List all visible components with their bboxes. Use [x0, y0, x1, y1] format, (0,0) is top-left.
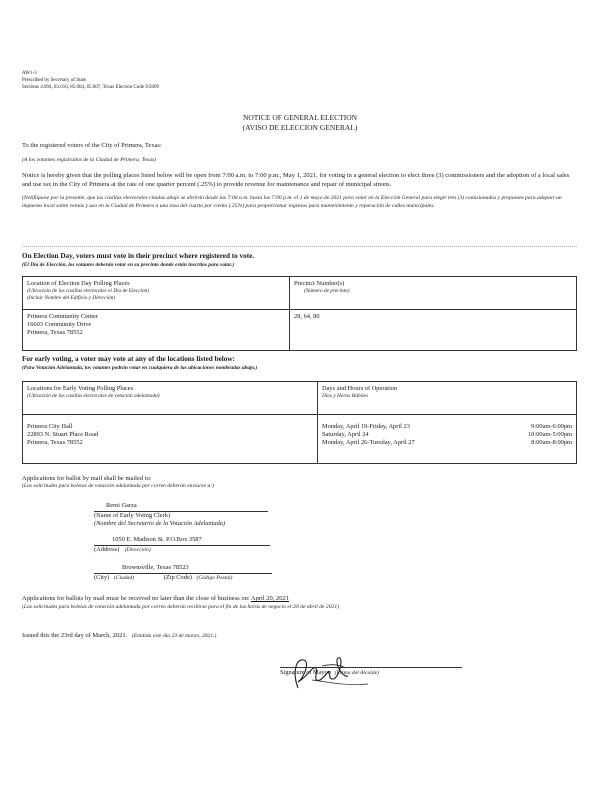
signature-line	[280, 667, 462, 668]
early-location	[23, 415, 318, 464]
precinct-header-en: Precinct Number(s)	[294, 280, 345, 287]
city-label-en: (City)	[94, 574, 110, 581]
schedule-days: Monday, April 19-Friday, April 23	[322, 423, 410, 430]
city-zip-labels	[94, 574, 272, 582]
deadline-date: April 20, 2021	[250, 595, 290, 602]
clerk-field	[94, 502, 268, 528]
title-spanish: (AVISO DE ELECCION GENERAL)	[242, 123, 358, 132]
schedule-hours: 8:00am-8:00pm	[531, 439, 572, 446]
schedule-list	[322, 423, 572, 447]
schedule-days: Monday, April 26-Tuesday, April 27	[322, 439, 415, 446]
election-day-table	[22, 276, 577, 351]
location-address1: 16603 Community Drive	[27, 321, 92, 328]
schedule-days: Saturday, April 24	[322, 431, 369, 438]
schedule-row	[322, 431, 572, 439]
notice-english: Notice is hereby given that the polling places listed below will be open from 7:00 a.m. to 7:00 p.m., May 1, 2021, for voting in a general election to elect three (3) commissioners and the adoption of a local sales and use tax in the City of Primera at the rate of one quarter percent (.25%) to provide revenue for maintenance and repair of municipal streets.	[22, 172, 570, 188]
early-location-header-es: (Ubicación de las casillas electorales de votación adelantada)	[27, 393, 160, 399]
address-label-es: (Dirección)	[124, 547, 151, 553]
hours-header-en: Days and Hours of Operation	[322, 385, 398, 392]
hours-header	[318, 382, 577, 415]
precinct-numbers	[290, 310, 577, 351]
early-voting-heading-spanish: (Para Votación Adelantada, los votantes podrán votar en cualquiera de las ubicaciones nombradas abajo.)	[22, 365, 258, 371]
clerk-value: Remi Garza	[94, 502, 268, 512]
early-voting-heading: For early voting, a voter may vote at any of the locations listed below:	[22, 355, 235, 363]
notice-spanish: (Notifíquese por la presente, que las casillas electorales citadas abajo se abrirán desde las 7:00 a.m. hasta las 7:00 p.m. el 1 de mayo de 2021 para votar en la Elección General para elegir tres (3) comisionados y propuesta para adoptar un impuesto local sobre ventas y uso en la Ciudad de Primera a una tasa del cuarto por ciento (.25%) para proporcionar ingresos para mantenimiento y reparación de calles municipales.	[22, 195, 562, 209]
deadline-english	[22, 594, 577, 603]
election-day-location-header	[23, 277, 290, 310]
zip-label-en: (Zip Code)	[163, 574, 192, 581]
election-day-heading: On Election Day, voters must vote in their precinct where registered to vote.	[22, 252, 255, 260]
deadline-spanish: (Las solicitudes para boletas de votación adelantada por correo deberán recibirse para el fin de las horas de negocio el:20 de abril de 2021)	[22, 604, 339, 610]
precinct-header-es: (Número de precinto)	[304, 288, 350, 294]
early-schedule	[318, 415, 577, 464]
election-day-heading-spanish: (El Día de Elección, los votantes deberán votar en su precinto donde están inscritos para votar.)	[22, 262, 235, 268]
document-title	[0, 113, 600, 133]
address-label	[94, 546, 270, 554]
early-location-address2: Primera, Texas 78552	[27, 439, 83, 446]
schedule-hours: 9:00am-6:00pm	[531, 423, 572, 430]
location-header-es: (Ubicación de las casillas electorales el Día de Elección)	[27, 288, 150, 294]
schedule-row	[322, 439, 572, 447]
location-header-en: Location of Election Day Polling Places	[27, 280, 130, 287]
early-location-header-en: Locations for Early Voting Polling Places	[27, 385, 134, 392]
city-label-es: (Ciudad)	[113, 575, 135, 581]
early-location-address1: 22893 N. Stuart Place Road	[27, 431, 99, 438]
schedule-row	[322, 423, 572, 431]
hours-header-es: Días y Horas Hábiles	[322, 393, 369, 399]
election-day-location	[23, 310, 290, 351]
form-code: AW1-3	[22, 71, 37, 76]
clerk-label: (Name of Early Voting Clerk)	[94, 512, 171, 519]
issued-english: Issued this the 23rd day of March, 2021.	[22, 632, 128, 639]
mail-intro: Applications for ballot by mail shall be mailed to:	[22, 475, 152, 482]
deadline-text: Applications for ballots by mail must be received no later than the close of business on:	[22, 595, 251, 602]
early-location-name: Primera City Hall	[27, 423, 73, 430]
signature-label-en: Signature of Mayor	[280, 669, 331, 676]
mail-intro-spanish: (Las solicitudes para boletas de votación adelantada por correo deberán enviarse a:)	[22, 483, 214, 489]
greeting-spanish: (A los votantes registrados de la Ciudad de Primera, Texas)	[22, 157, 157, 163]
precinct-header	[290, 277, 577, 310]
address-value: 1050 E. Madison St. P.O.Box 3587	[94, 536, 270, 546]
location-address2: Primera, Texas 78552	[27, 329, 83, 336]
early-location-header	[23, 382, 318, 415]
early-voting-table	[22, 381, 577, 464]
location-name: Primera Community Center	[27, 313, 98, 320]
issued-spanish: (Emitida este día 23 de marzo, 2021.)	[131, 633, 217, 639]
title-english: NOTICE OF GENERAL ELECTION	[242, 113, 358, 122]
form-header	[22, 70, 159, 91]
zip-label-es: (Código Postal)	[196, 575, 233, 581]
address-label-en: (Address)	[94, 546, 120, 553]
greeting-english: To the registered voters of the City of Primera, Texas:	[22, 142, 162, 149]
address-field	[94, 536, 270, 554]
precinct-values: 28, 64, 80	[294, 313, 320, 320]
form-sections: Sections 4.004, 83.010, 85.004, 85.007, Texas Election Code 9/2009	[22, 85, 160, 90]
schedule-hours: 10:00am-5:00pm	[527, 431, 572, 438]
signature-label-es: (Firma del Alcalde)	[334, 670, 379, 676]
issued-line	[22, 631, 577, 640]
city-value: Brownsville, Texas 78523	[94, 564, 272, 574]
signature-label	[280, 669, 379, 677]
city-zip-field	[94, 564, 272, 582]
divider	[22, 246, 577, 247]
form-prescribed: Prescribed by Secretary of State	[22, 78, 87, 83]
location-header-es-note: (Incluir Nombre del Edificio y Dirección)	[27, 295, 116, 301]
clerk-label-spanish: (Nombre del Secretario de la Votación Adelantada)	[94, 520, 226, 527]
